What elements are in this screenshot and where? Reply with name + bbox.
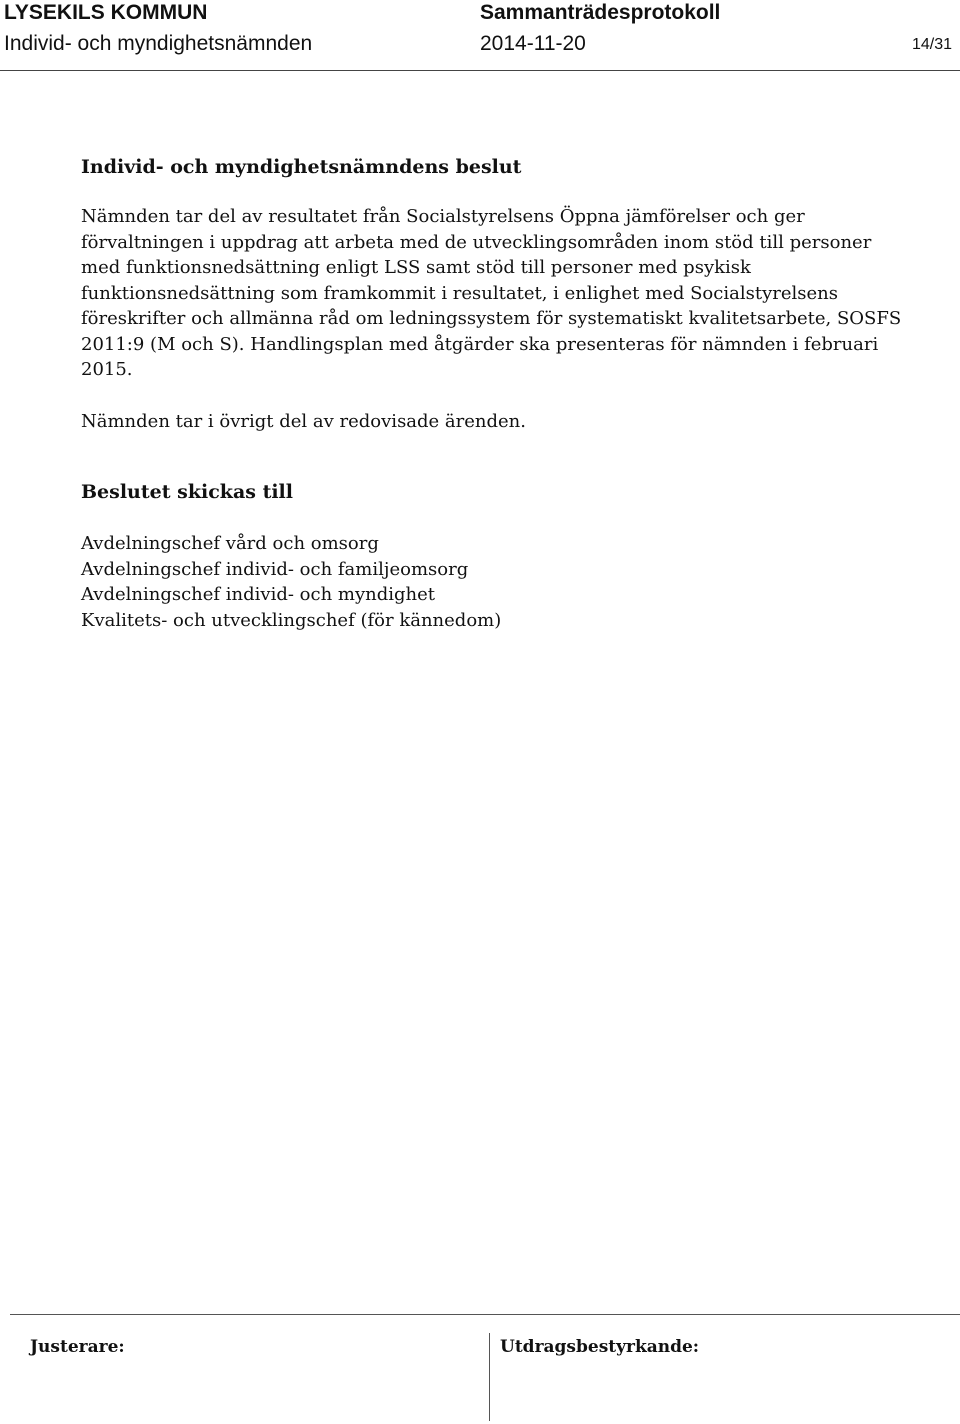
department-name: Individ- och myndighetsnämnden (4, 32, 313, 55)
sent-to-heading: Beslutet skickas till (81, 481, 293, 503)
decision-paragraph: Nämnden tar del av resultatet från Socialstyrelsens Öppna jämförelser och ger förvaltningen i uppdrag att arbeta med de utvecklingsområden inom stöd till personer med funktionsnedsättning enligt LSS samt stöd till personer med psykisk funktionsnedsättning som framkommit i resultatet, i enlighet med Socialstyrelsens föreskrifter och allmänna råd om ledningssystem för systematiskt kvalitetsarbete, SOSFS 2011:9 (M och S). Handlingsplan med åtgärder ska presenteras för nämnden i februari 2015. (81, 206, 902, 380)
list-item: Kvalitets- och utvecklingschef (för kännedom) (81, 609, 502, 631)
meeting-date: 2014-11-20 (480, 32, 586, 55)
document-type: Sammanträdesprotokoll (480, 1, 721, 24)
organization-name: LYSEKILS KOMMUN (4, 1, 208, 24)
footer-divider (10, 1314, 960, 1315)
list-item: Avdelningschef vård och omsorg (81, 533, 379, 554)
footer-column-divider (489, 1333, 490, 1421)
list-item: Avdelningschef individ- och familjeomsorg (81, 558, 469, 580)
decision-paragraph-other: Nämnden tar i övrigt del av redovisade ärenden. (81, 410, 526, 432)
header-divider (0, 70, 960, 71)
decision-heading: Individ- och myndighetsnämndens beslut (81, 156, 522, 178)
document-body (81, 154, 911, 633)
page-number: 14/31 (911, 36, 952, 53)
extract-certification-label: Utdragsbestyrkande: (500, 1337, 700, 1357)
recipient-list (81, 531, 911, 633)
list-item: Avdelningschef individ- och myndighet (81, 584, 436, 605)
adjuster-label: Justerare: (30, 1337, 125, 1357)
